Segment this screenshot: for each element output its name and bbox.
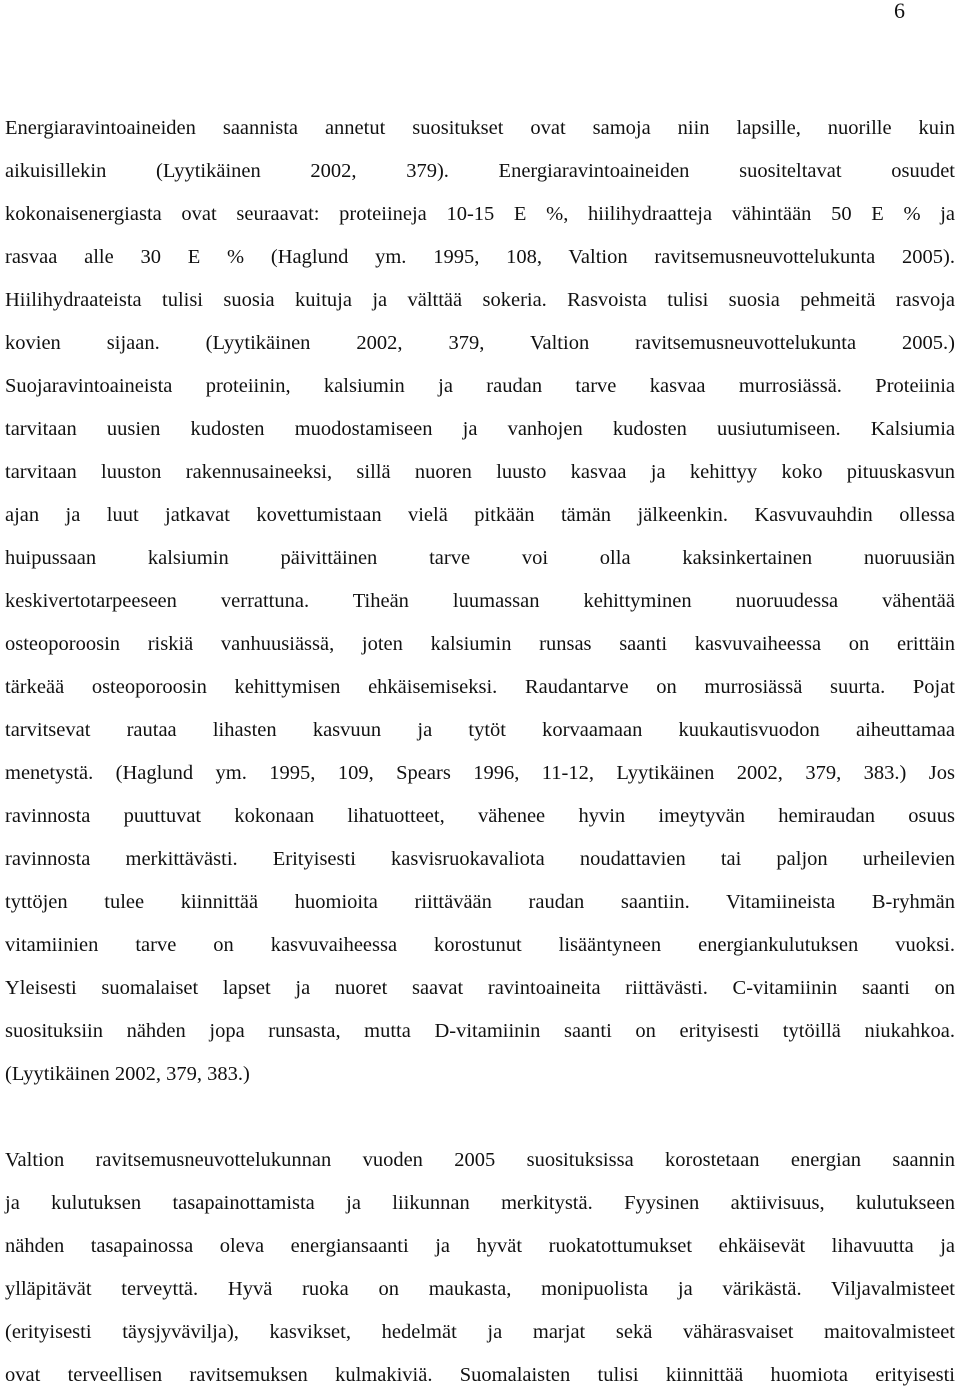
text-line: ja kulutuksen tasapainottamista ja liikunnan merkitystä. Fyysinen aktiivisuus, kulutukseen xyxy=(5,1192,955,1214)
text-line: kokonaisenergiasta ovat seuraavat: proteiineja 10-15 E %, hiilihydraatteja vähintään 50 E % ja xyxy=(5,203,955,225)
text-line: tarvitaan uusien kudosten muodostamiseen ja vanhojen kudosten uusiutumiseen. Kalsiumia xyxy=(5,418,955,440)
text-line: Suojaravintoaineista proteiinin, kalsiumin ja raudan tarve kasvaa murrosiässä. Proteiinia xyxy=(5,375,955,397)
text-line: (erityisesti täysjyvävilja), kasvikset, hedelmät ja marjat sekä vähärasvaiset maitovalmisteet xyxy=(5,1321,955,1343)
page-number: 6 xyxy=(894,0,905,23)
text-line: keskivertotarpeeseen verrattuna. Tiheän luumassan kehittyminen nuoruudessa vähentää xyxy=(5,590,955,612)
text-line: Valtion ravitsemusneuvottelukunnan vuoden 2005 suosituksissa korostetaan energian saannin xyxy=(5,1149,955,1171)
text-line: nähden tasapainossa oleva energiansaanti ja hyvät ruokatottumukset ehkäisevät lihavuutta ja xyxy=(5,1235,955,1257)
text-line: huipussaan kalsiumin päivittäinen tarve voi olla kaksinkertainen nuoruusiän xyxy=(5,547,955,569)
text-line: (Lyytikäinen 2002, 379, 383.) xyxy=(5,1063,250,1085)
text-line: tyttöjen tulee kiinnittää huomioita riittävään raudan saantiin. Vitamiineista B-ryhmän xyxy=(5,891,955,913)
text-line: tarvitsevat rautaa lihasten kasvuun ja tytöt korvaamaan kuukautisvuodon aiheuttamaa xyxy=(5,719,955,741)
text-line: ovat terveellisen ravitsemuksen kulmakiviä. Suomalaisten tulisi kiinnittää huomiota erityisesti xyxy=(5,1364,955,1386)
text-line: Energiaravintoaineiden saannista annetut suositukset ovat samoja niin lapsille, nuorille kuin xyxy=(5,117,955,139)
text-line: Hiilihydraateista tulisi suosia kuituja ja välttää sokeria. Rasvoista tulisi suosia pehmeitä rasvoja xyxy=(5,289,955,311)
text-line: tärkeää osteoporoosin kehittymisen ehkäisemiseksi. Raudantarve on murrosiässä suurta. Pojat xyxy=(5,676,955,698)
text-line: suosituksiin nähden jopa runsasta, mutta D-vitamiinin saanti on erityisesti tytöillä niukahkoa. xyxy=(5,1020,955,1042)
paragraph-nutrition-recommendations xyxy=(5,107,955,1096)
text-line: ajan ja luut jatkavat kovettumistaan vielä pitkään tämän jälkeenkin. Kasvuvauhdin ollessa xyxy=(5,504,955,526)
text-line: osteoporoosin riskiä vanhuusiässä, joten kalsiumin runsas saanti kasvuvaiheessa on erittäin xyxy=(5,633,955,655)
text-line: Yleisesti suomalaiset lapset ja nuoret saavat ravintoaineita riittävästi. C-vitamiinin saanti on xyxy=(5,977,955,999)
text-line: menetystä. (Haglund ym. 1995, 109, Spears 1996, 11-12, Lyytikäinen 2002, 379, 383.) Jos xyxy=(5,762,955,784)
text-line: aikuisillekin (Lyytikäinen 2002, 379). Energiaravintoaineiden suositeltavat osuudet xyxy=(5,160,955,182)
text-line: vitamiinien tarve on kasvuvaiheessa korostunut lisääntyneen energiankulutuksen vuoksi. xyxy=(5,934,955,956)
text-line: rasvaa alle 30 E % (Haglund ym. 1995, 108, Valtion ravitsemusneuvottelukunta 2005). xyxy=(5,246,955,268)
text-line: ravinnosta puuttuvat kokonaan lihatuotteet, vähenee hyvin imeytyvän hemiraudan osuus xyxy=(5,805,955,827)
text-line: ravinnosta merkittävästi. Erityisesti kasvisruokavaliota noudattavien tai paljon urheilevien xyxy=(5,848,955,870)
paragraph-nutrition-council-2005 xyxy=(5,1139,955,1397)
text-line: kovien sijaan. (Lyytikäinen 2002, 379, Valtion ravitsemusneuvottelukunta 2005.) xyxy=(5,332,955,354)
text-line: tarvitaan luuston rakennusaineeksi, sillä nuoren luusto kasvaa ja kehittyy koko pituuskasvun xyxy=(5,461,955,483)
text-line: ylläpitävät terveyttä. Hyvä ruoka on maukasta, monipuolista ja värikästä. Viljavalmisteet xyxy=(5,1278,955,1300)
